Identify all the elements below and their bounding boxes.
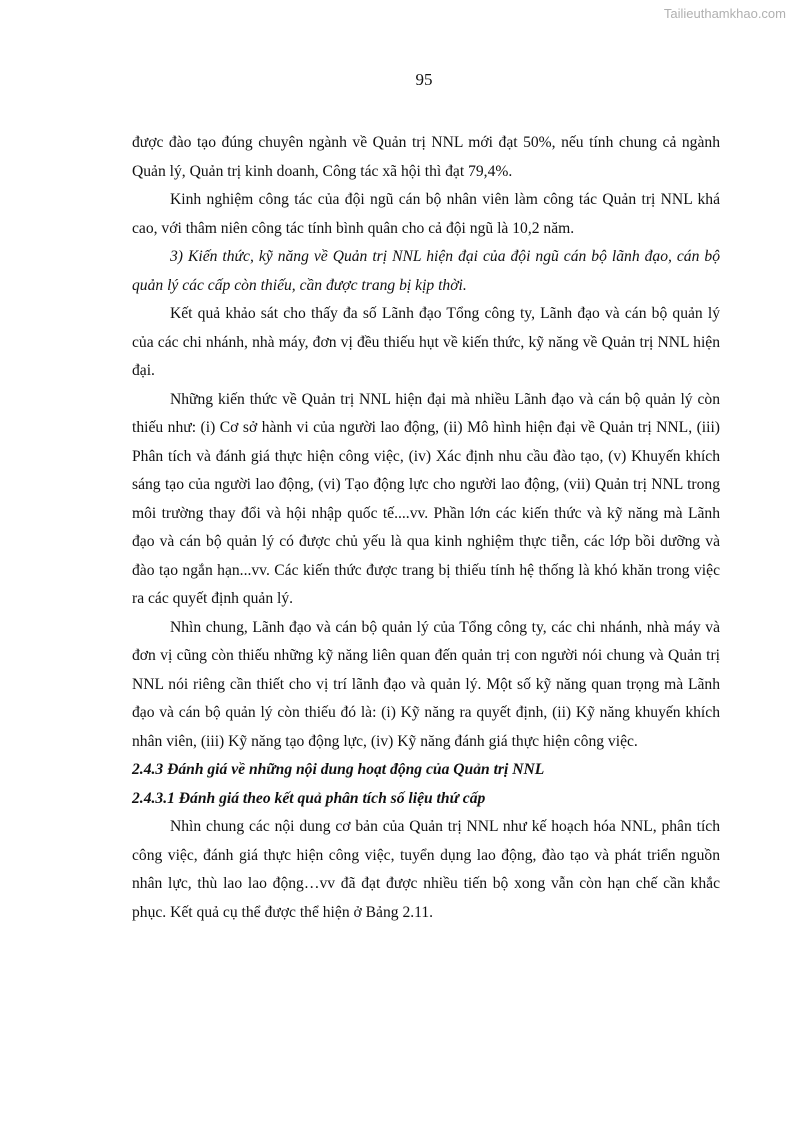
document-body (132, 129, 720, 927)
paragraph-experience: Kinh nghiệm công tác của đội ngũ cán bộ nhân viên làm công tác Quản trị NNL khá cao, với thâm niên công tác tính bình quân cho cả đội ngũ là 10,2 năm. (132, 191, 720, 237)
page-number: 95 (415, 70, 433, 89)
subsection-heading: 2.4.3.1 Đánh giá theo kết quả phân tích số liệu thứ cấp (132, 789, 486, 807)
section-heading: 2.4.3 Đánh giá về những nội dung hoạt động của Quản trị NNL (132, 761, 545, 778)
watermark: Tailieuthamkhao.com (663, 6, 786, 21)
paragraph-continuation: được đào tạo đúng chuyên ngành về Quản trị NNL mới đạt 50%, nếu tính chung cả ngành Quản lý, Quản trị kinh doanh, Công tác xã hội thì đạt 79,4%. (132, 134, 720, 180)
paragraph-missing-knowledge: Những kiến thức về Quản trị NNL hiện đại mà nhiều Lãnh đạo và cán bộ quản lý còn thiếu như: (i) Cơ sở hành vi của người lao động, (ii) Mô hình hiện đại về Quản trị NNL, (iii) Phân tích và đánh giá thực hiện công việc, (iv) Xác định nhu cầu đào tạo, (v) Khuyến khích sáng tạo của người lao động, (vi) Tạo động lực cho người lao động, (vii) Quản trị NNL trong môi trường thay đổi và hội nhập quốc tế....vv. Phần lớn các kiến thức và kỹ năng mà Lãnh đạo và cán bộ quản lý có được chủ yếu là qua kinh nghiệm thực tiễn, các lớp bồi dưỡng và đào tạo ngắn hạn...vv. Các kiến thức được trang bị thiếu tính hệ thống là khó khăn trong việc ra các quyết định quản lý. (132, 390, 720, 607)
paragraph-missing-skills: Nhìn chung, Lãnh đạo và cán bộ quản lý của Tổng công ty, các chi nhánh, nhà máy và đơn vị cũng còn thiếu những kỹ năng liên quan đến quản trị con người nói chung và Quản trị NNL nói riêng cần thiết cho vị trí lãnh đạo và quản lý. Một số kỹ năng quan trọng mà Lãnh đạo và cán bộ quản lý còn thiếu đó là: (i) Kỹ năng ra quyết định, (ii) Kỹ năng khuyến khích nhân viên, (iii) Kỹ năng tạo động lực, (iv) Kỹ năng đánh giá thực hiện công việc. (132, 618, 720, 750)
paragraph-survey-result: Kết quả khảo sát cho thấy đa số Lãnh đạo Tổng công ty, Lãnh đạo và cán bộ quản lý của các chi nhánh, nhà máy, đơn vị đều thiếu hụt về kiến thức, kỹ năng về Quản trị NNL hiện đại. (132, 305, 720, 379)
paragraph-point-3: 3) Kiến thức, kỹ năng về Quản trị NNL hiện đại của đội ngũ cán bộ lãnh đạo, cán bộ quản lý các cấp còn thiếu, cần được trang bị kịp thời. (132, 248, 720, 294)
paragraph-summary: Nhìn chung các nội dung cơ bản của Quản trị NNL như kế hoạch hóa NNL, phân tích công việc, đánh giá thực hiện công việc, tuyển dụng lao động, đào tạo và phát triển nguồn nhân lực, thù lao lao động…vv đã đạt được nhiều tiến bộ xong vẫn còn hạn chế cần khắc phục. Kết quả cụ thể được thể hiện ở Bảng 2.11. (132, 818, 720, 921)
